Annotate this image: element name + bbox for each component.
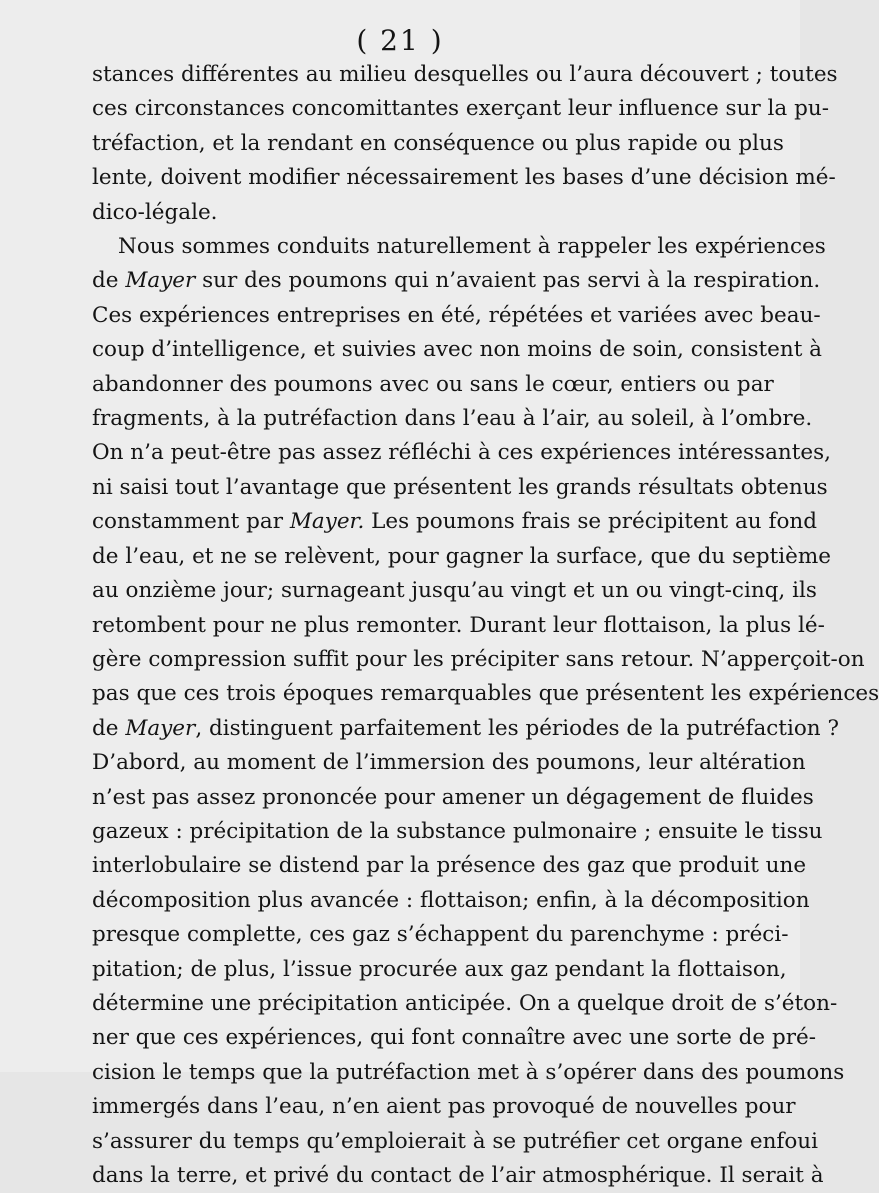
text-line <box>92 264 821 298</box>
text-run: fragments, à la putréfaction dans l’eau à l’air, au soleil, à l’ombre. <box>92 406 813 432</box>
italic-name: Mayer <box>125 715 196 741</box>
text-line <box>92 1021 817 1055</box>
text-run: presque complette, ces gaz s’échappent du parenchyme : préci- <box>92 922 789 948</box>
text-line <box>92 1056 845 1090</box>
text-run: Nous sommes conduits naturellement à rappeler les expériences <box>118 234 826 260</box>
text-run: au onzième jour; surnageant jusqu’au vingt et un ou vingt-cinq, ils <box>92 578 817 604</box>
text-run: cision le temps que la putréfaction met à s’opérer dans des poumons <box>92 1059 845 1085</box>
text-run: dico-légale. <box>92 199 218 225</box>
text-run: s’assurer du temps qu’emploierait à se putréfier cet organe enfoui <box>92 1128 819 1154</box>
text-line <box>92 402 813 436</box>
text-run: Ces expériences entreprises en été, répétées et variées avec beau- <box>92 302 821 328</box>
text-line <box>92 677 879 711</box>
text-run: D’abord, au moment de l’immersion des poumons, leur altération <box>92 750 806 776</box>
text-line <box>92 1159 824 1193</box>
text-run: Les poumons frais se précipitent au fond <box>364 509 818 535</box>
text-line <box>92 1125 819 1159</box>
text-run: stances différentes au milieu desquelles ou l’aura découvert ; toutes <box>92 62 838 87</box>
text-run: retombent pour ne plus remonter. Durant leur flottaison, la plus lé- <box>92 612 825 638</box>
text-run: constamment par <box>92 509 290 535</box>
text-line <box>92 918 789 952</box>
text-run: pas que ces trois époques remarquables que présentent les expériences <box>92 681 879 707</box>
text-run: dans la terre, et privé du contact de l’air atmosphérique. Il serait à <box>92 1163 824 1188</box>
text-line <box>92 196 696 230</box>
page-number: ( 21 ) <box>356 24 444 57</box>
text-line <box>92 815 823 849</box>
text-run: de <box>92 715 126 741</box>
italic-name: Mayer <box>125 268 196 294</box>
text-run: sur des poumons qui n’avaient pas servi à la respiration. <box>195 268 821 294</box>
text-line <box>92 1090 796 1124</box>
text-line <box>92 161 836 195</box>
text-line <box>92 712 839 746</box>
text-line <box>92 540 831 574</box>
text-line <box>92 230 826 264</box>
text-run: On n’a peut-être pas assez réfléchi à ces expériences intéressantes, <box>92 440 831 466</box>
text-line <box>92 849 807 883</box>
text-run: ces circonstances concomittantes exerçant leur influence sur la pu- <box>92 96 829 122</box>
text-run: lente, doivent modifier nécessairement les bases d’une décision mé- <box>92 165 836 191</box>
text-line <box>92 92 829 126</box>
text-line <box>92 643 865 677</box>
text-run: n’est pas assez prononcée pour amener un dégagement de fluides <box>92 784 814 810</box>
text-run: coup d’intelligence, et suivies avec non moins de soin, consistent à <box>92 337 823 363</box>
text-run: interlobulaire se distend par la présence des gaz que produit une <box>92 853 807 879</box>
text-run: , distinguent parfaitement les périodes de la putréfaction ? <box>195 715 839 741</box>
text-line <box>92 505 818 539</box>
italic-name: Mayer. <box>289 509 365 535</box>
text-run: gazeux : précipitation de la substance pulmonaire ; ensuite le tissu <box>92 818 823 844</box>
text-line <box>92 368 774 402</box>
text-line <box>92 299 821 333</box>
text-run: abandonner des poumons avec ou sans le cœur, entiers ou par <box>92 371 774 397</box>
text-run: gère compression suffit pour les précipiter sans retour. N’apperçoit-on <box>92 646 865 672</box>
text-line <box>92 436 831 470</box>
text-run: décomposition plus avancée : flottaison; enfin, à la décomposition <box>92 887 810 913</box>
text-run: immergés dans l’eau, n’en aient pas provoqué de nouvelles pour <box>92 1094 796 1120</box>
text-line <box>92 58 838 92</box>
text-line <box>92 884 810 918</box>
text-run: de l’eau, et ne se relèvent, pour gagner la surface, que du septième <box>92 543 831 569</box>
text-line <box>92 781 814 815</box>
text-run: ner que ces expériences, qui font connaître avec une sorte de pré- <box>92 1025 817 1051</box>
text-run: tréfaction, et la rendant en conséquence ou plus rapide ou plus <box>92 130 784 156</box>
body-text <box>92 58 879 1193</box>
text-run: ni saisi tout l’avantage que présentent les grands résultats obtenus <box>92 474 828 500</box>
text-line <box>92 333 823 367</box>
text-run: détermine une précipitation anticipée. On a quelque droit de s’éton- <box>92 990 838 1016</box>
text-run: pitation; de plus, l’issue procurée aux gaz pendant la flottaison, <box>92 956 787 982</box>
text-line <box>92 574 817 608</box>
text-line <box>92 746 806 780</box>
text-run: de <box>92 268 126 294</box>
text-line <box>92 471 828 505</box>
text-line <box>92 987 838 1021</box>
text-line <box>92 953 787 987</box>
text-line <box>92 127 784 161</box>
text-line <box>92 609 825 643</box>
